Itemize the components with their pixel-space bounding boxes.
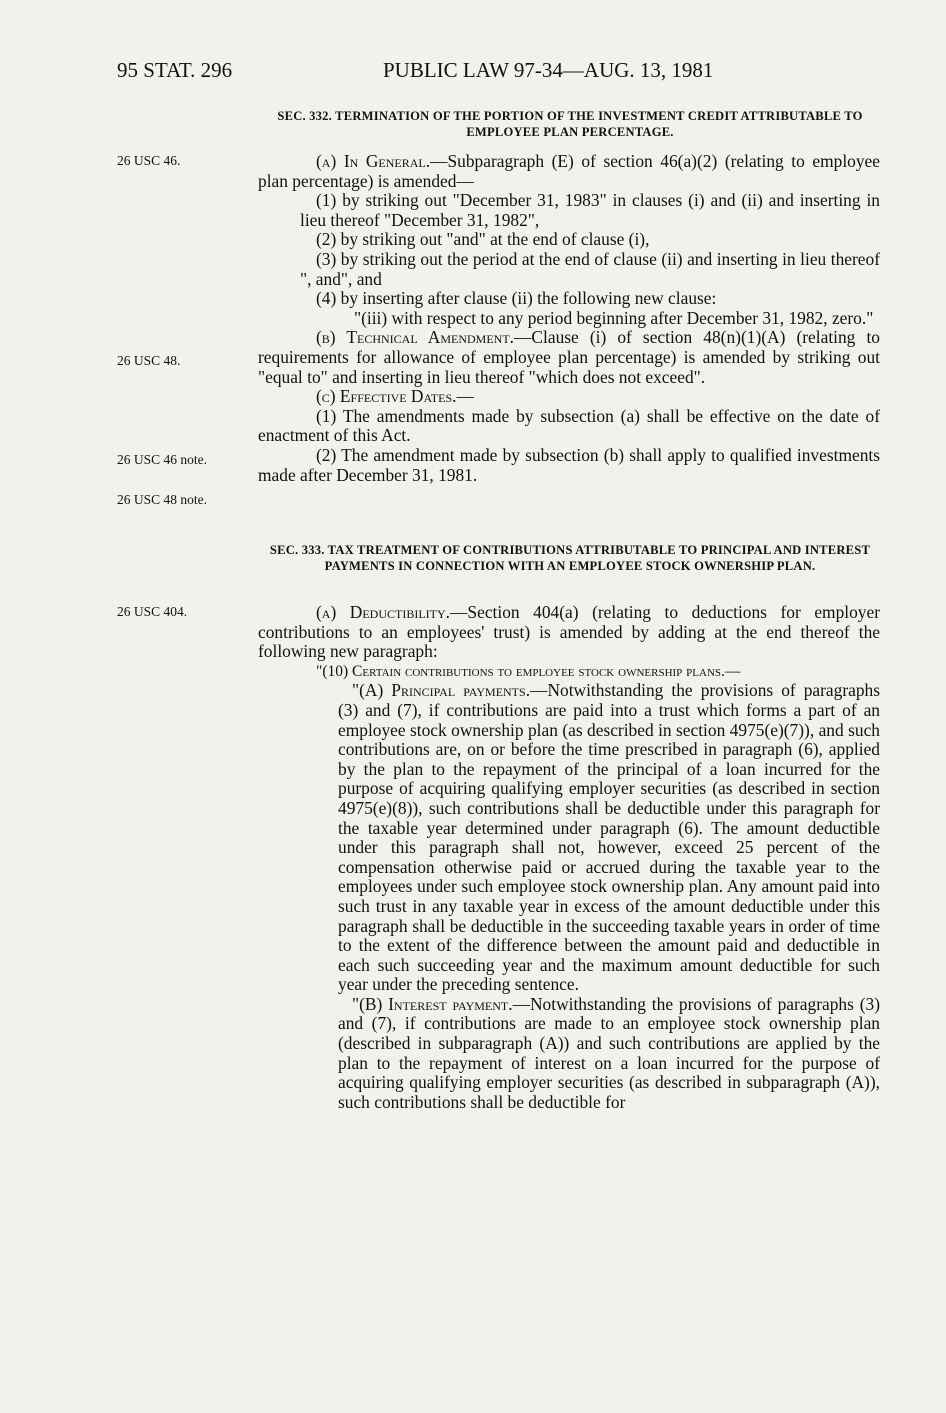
clause-4: (4) by inserting after clause (ii) the following new clause:: [316, 288, 717, 309]
amendment-clauses: [258, 191, 880, 309]
subparagraph-a: [338, 681, 880, 995]
subsection-a-paragraph: [258, 152, 880, 191]
effective-date-2: (2) The amendment made by subsection (b) shall apply to qualified investments made after December 31, 1981.: [258, 444, 880, 485]
subparagraph-b-label: "(B) Interest payment.: [352, 993, 513, 1014]
effective-date-1: (1) The amendments made by subsection (a) shall be effective on the date of enactment of this Act.: [258, 405, 880, 446]
subparagraph-b-text: —Notwithstanding the provisions of paragraphs (3) and (7), if contributions are made to an employee stock ownership plan (described in subparagraph (A)) and such contributions are applied by the plan to the repayment of interest on a loan incurred for the purpose of acquiring qualifying employer securities (as described in subparagraph (A)), such contributions shall be deductible for: [338, 993, 881, 1112]
subparagraph-a-label: "(A) Principal payments.: [352, 680, 531, 701]
subsection-a-deductibility: [258, 603, 880, 662]
subsection-b-text: —Clause (i) of section 48(n)(1)(A) (relating to requirements for allowance of employee plan percentage) is amended by striking out "equal to" and inserting in lieu thereof "which does not exceed".: [258, 327, 880, 387]
paragraph-10-body: [258, 681, 880, 1112]
margin-note-26-usc-46: 26 USC 46.: [117, 153, 181, 168]
new-clause-iii: [258, 309, 880, 329]
section-333-body: [258, 603, 880, 1112]
subsection-a-text: —Subparagraph (E) of section 46(a)(2) (relating to employee plan percentage) is amended—: [258, 151, 880, 191]
clause-2: (2) by striking out "and" at the end of clause (i),: [316, 229, 650, 250]
deductibility-text: —Section 404(a) (relating to deductions for employer contributions to an employees' trust) is amended by adding at the end thereof the following new paragraph:: [258, 602, 880, 662]
margin-note-26-usc-404: 26 USC 404.: [117, 604, 188, 619]
page-title: PUBLIC LAW 97-34—AUG. 13, 1981: [383, 58, 714, 82]
subsection-c-label: (c) Effective Dates.—: [316, 386, 474, 407]
clause-iii-text: "(iii) with respect to any period beginning after December 31, 1982, zero.": [354, 307, 874, 328]
clause-3: (3) by striking out the period at the end of clause (ii) and inserting in lieu thereof ", and", and: [300, 248, 880, 289]
section-332-body: [258, 152, 880, 485]
margin-note-26-usc-48: 26 USC 48.: [117, 353, 181, 368]
subparagraph-b: [338, 995, 880, 1113]
margin-note-26-usc-46-note: 26 USC 46 note.: [117, 452, 208, 467]
subsection-b-paragraph: [258, 328, 880, 387]
subparagraph-a-text: —Notwithstanding the provisions of paragraphs (3) and (7), if contributions are paid into a trust which forms a part of an employee stock ownership plan (as described in section 4975(e)(7)), and such contributions are, on or before the time prescribed in paragraph (6), applied by the plan to the repayment of the principal of a loan incurred for the purpose of acquiring qualifying employer securities (as described in section 4975(e)(8)), such contributions shall be deductible under this paragraph for the taxable year determined under paragraph (6). The amount deductible under this paragraph shall not, however, exceed 25 percent of the compensation otherwise paid or accrued during the taxable year to the employees under such employee stock ownership plan. Any amount paid into such trust in any taxable year in excess of the amount deductible under this paragraph shall be deductible in the succeeding taxable years in order of time to the extent of the difference between the amount paid and deductible in each such succeeding year and the maximum amount deductible for such year under the preceding sentence.: [338, 680, 880, 995]
section-333-heading: SEC. 333. TAX TREATMENT OF CONTRIBUTIONS ATTRIBUTABLE TO PRINCIPAL AND INTEREST PAYMENTS IN CONNECTION WITH AN EMPLOYEE STOCK OWNERSHIP PLAN.: [269, 543, 871, 573]
section-332-heading: SEC. 332. TERMINATION OF THE PORTION OF THE INVESTMENT CREDIT ATTRIBUTABLE TO EMPLOYEE PLAN PERCENTAGE.: [277, 109, 863, 139]
margin-note-26-usc-48-note: 26 USC 48 note.: [117, 492, 208, 507]
subsection-b-label: (b) Technical Amendment.: [316, 327, 515, 348]
stat-reference: 95 STAT. 296: [117, 58, 233, 82]
deductibility-label: (a) Deductibility.: [316, 602, 451, 622]
subsection-a-label: (a) In General.: [316, 151, 431, 171]
clause-1: (1) by striking out "December 31, 1983" in clauses (i) and (ii) and inserting in lieu thereof "December 31, 1982",: [300, 190, 880, 230]
paragraph-10-heading: "(10) Certain contributions to employee stock ownership plans.—: [316, 662, 741, 680]
